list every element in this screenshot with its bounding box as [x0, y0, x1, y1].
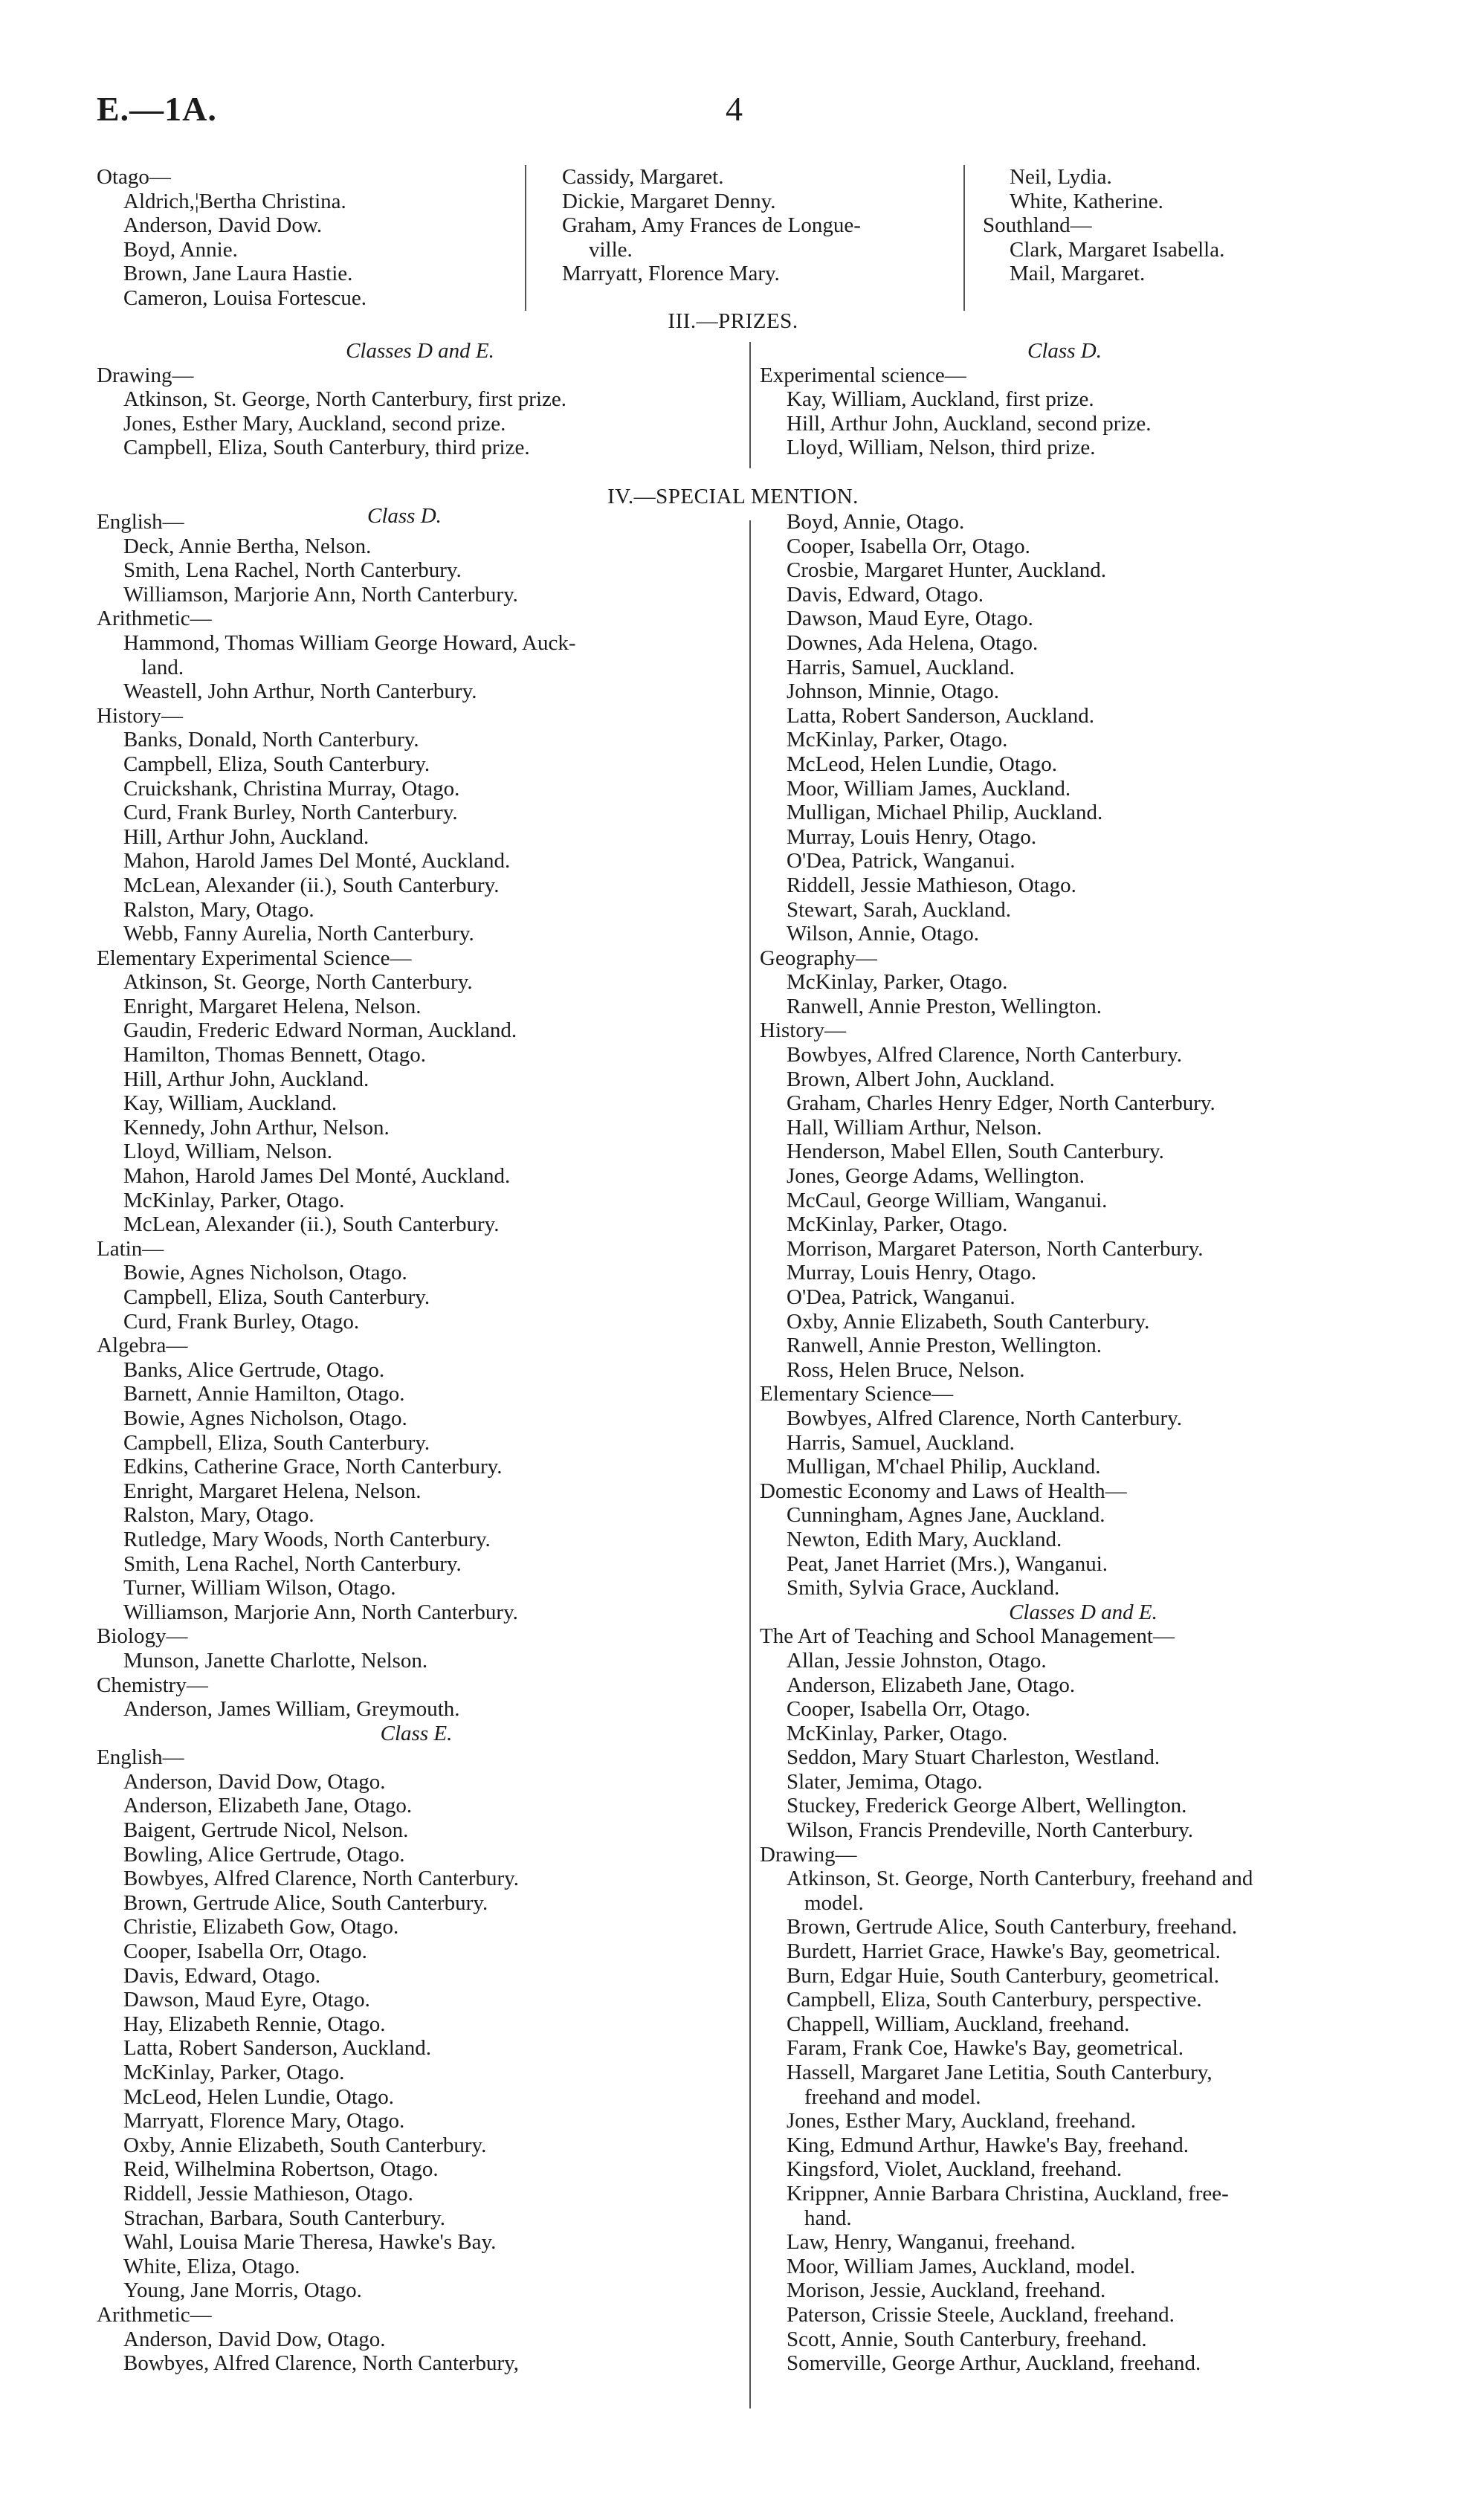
list-item: Ranwell, Annie Preston, Wellington.	[787, 1334, 1102, 1358]
list-item: Hassell, Margaret Jane Letitia, South Canterbury,	[787, 2061, 1212, 2084]
list-item: Enright, Margaret Helena, Nelson.	[123, 1479, 422, 1503]
list-item: Chappell, William, Auckland, freehand.	[787, 2012, 1130, 2036]
list-item: Clark, Margaret Isabella.	[1010, 237, 1225, 262]
list-item: Williamson, Marjorie Ann, North Canterbury.	[123, 1600, 518, 1624]
list-item: Atkinson, St. George, North Canterbury, first prize.	[123, 387, 567, 412]
list-item: Law, Henry, Wanganui, freehand.	[787, 2230, 1076, 2255]
list-item: Campbell, Eliza, South Canterbury.	[123, 752, 430, 776]
subject-heading: Geography—	[760, 946, 877, 970]
list-item: Hall, William Arthur, Nelson.	[787, 1115, 1042, 1140]
list-item: McKinlay, Parker, Otago.	[123, 1188, 345, 1212]
list-item: Peat, Janet Harriet (Mrs.), Wanganui.	[787, 1551, 1108, 1576]
list-item: Mail, Margaret.	[1010, 262, 1146, 286]
list-item: O'Dea, Patrick, Wanganui.	[787, 849, 1015, 873]
list-item: O'Dea, Patrick, Wanganui.	[787, 1285, 1015, 1309]
region-heading: Southland—	[983, 213, 1092, 238]
list-item: Downes, Ada Helena, Otago.	[787, 630, 1039, 655]
list-item: Boyd, Annie.	[123, 237, 238, 262]
list-item: Henderson, Mabel Ellen, South Canterbury.	[787, 1140, 1164, 1164]
list-item: Jones, Esther Mary, Auckland, second prize.	[123, 411, 506, 436]
list-item: Gaudin, Frederic Edward Norman, Auckland.	[123, 1018, 517, 1043]
list-item: Neil, Lydia.	[1010, 165, 1112, 189]
list-item: Wahl, Louisa Marie Theresa, Hawke's Bay.	[123, 2230, 497, 2255]
list-item: Munson, Janette Charlotte, Nelson.	[123, 1648, 428, 1673]
list-item: Ross, Helen Bruce, Nelson.	[787, 1357, 1025, 1382]
list-item: Dawson, Maud Eyre, Otago.	[123, 1988, 370, 2012]
list-item: Smith, Lena Rachel, North Canterbury.	[123, 1551, 462, 1576]
list-item: Hay, Elizabeth Rennie, Otago.	[123, 2012, 386, 2036]
list-item: Slater, Jemima, Otago.	[787, 1769, 983, 1794]
list-item: Latta, Robert Sanderson, Auckland.	[123, 2036, 431, 2061]
list-item: Enright, Margaret Helena, Nelson.	[123, 994, 422, 1018]
subject-heading: Experimental science—	[760, 363, 966, 387]
class-label: Class D.	[1027, 339, 1102, 363]
prizes-left	[97, 339, 743, 460]
list-item: Bowbyes, Alfred Clarence, North Canterbury,	[123, 2351, 520, 2376]
subject-heading: English—	[97, 510, 184, 534]
list-item: Anderson, David Dow.	[123, 213, 323, 238]
page-number: 4	[726, 90, 743, 128]
list-item: Young, Jane Morris, Otago.	[123, 2278, 362, 2303]
list-item: Lloyd, William, Nelson.	[123, 1140, 333, 1164]
list-item: Mulligan, Michael Philip, Auckland.	[787, 801, 1103, 825]
list-item: McKinlay, Parker, Otago.	[787, 1721, 1008, 1745]
list-item: Newton, Edith Mary, Auckland.	[787, 1527, 1062, 1551]
list-item: White, Eliza, Otago.	[123, 2254, 300, 2278]
list-item: Davis, Edward, Otago.	[123, 1963, 320, 1988]
list-item: Kay, William, Auckland.	[123, 1091, 338, 1116]
list-item: Harris, Samuel, Auckland.	[787, 1430, 1015, 1455]
prizes-section-title: III.—PRIZES.	[668, 309, 798, 333]
list-item: Moor, William James, Auckland, model.	[787, 2254, 1136, 2278]
list-item: Oxby, Annie Elizabeth, South Canterbury.	[787, 1309, 1150, 1334]
list-item: McLeod, Helen Lundie, Otago.	[123, 2084, 395, 2109]
column-rule	[749, 342, 751, 468]
list-item: Johnson, Minnie, Otago.	[787, 679, 999, 704]
list-item: Oxby, Annie Elizabeth, South Canterbury.	[123, 2133, 487, 2157]
list-item: McKinlay, Parker, Otago.	[787, 1212, 1008, 1237]
list-item-continuation: land.	[141, 655, 184, 679]
column-rule	[525, 165, 526, 311]
list-item: Burdett, Harriet Grace, Hawke's Bay, geometrical.	[787, 1939, 1221, 1964]
list-item: Brown, Gertrude Alice, South Canterbury.	[123, 1890, 488, 1915]
list-item: Kennedy, John Arthur, Nelson.	[123, 1115, 390, 1140]
list-item: Hammond, Thomas William George Howard, Auck-	[123, 630, 576, 655]
list-item: Weastell, John Arthur, North Canterbury.	[123, 679, 477, 704]
prizes-right	[760, 339, 1369, 460]
list-item: Scott, Annie, South Canterbury, freehand.	[787, 2327, 1147, 2351]
list-item: Webb, Fanny Aurelia, North Canterbury.	[123, 922, 474, 946]
list-item: Cooper, Isabella Orr, Otago.	[123, 1939, 367, 1964]
list-item: Curd, Frank Burley, Otago.	[123, 1309, 360, 1334]
list-item: Graham, Amy Frances de Longue-	[562, 213, 861, 238]
list-item: Latta, Robert Sanderson, Auckland.	[787, 703, 1094, 728]
list-item: Lloyd, William, Nelson, third prize.	[787, 436, 1096, 460]
list-item: Campbell, Eliza, South Canterbury, third prize.	[123, 436, 530, 460]
list-item: Boyd, Annie, Otago.	[787, 510, 965, 534]
subject-heading: Arithmetic—	[97, 607, 212, 631]
list-item: Moor, William James, Auckland.	[787, 776, 1071, 801]
list-item: Wilson, Annie, Otago.	[787, 922, 980, 946]
list-item: Mahon, Harold James Del Monté, Auckland.	[123, 849, 511, 873]
list-item: Barnett, Annie Hamilton, Otago.	[123, 1382, 405, 1406]
subject-row	[97, 504, 736, 534]
list-item: Marryatt, Florence Mary, Otago.	[123, 2109, 405, 2133]
list-item: Brown, Albert John, Auckland.	[787, 1067, 1055, 1091]
list-item: Krippner, Annie Barbara Christina, Auckland, free-	[787, 2181, 1229, 2206]
list-item: Brown, Gertrude Alice, South Canterbury, freehand.	[787, 1915, 1238, 1939]
list-item: Morrison, Margaret Paterson, North Canterbury.	[787, 1236, 1204, 1261]
list-item: Ralston, Mary, Otago.	[123, 1503, 314, 1528]
list-item: Riddell, Jessie Mathieson, Otago.	[123, 2181, 413, 2206]
list-item: Atkinson, St. George, North Canterbury, freehand and	[787, 1867, 1253, 1891]
list-item: Dickie, Margaret Denny.	[562, 189, 776, 213]
list-item: Kingsford, Violet, Auckland, freehand.	[787, 2157, 1123, 2182]
list-item: Stewart, Sarah, Auckland.	[787, 897, 1012, 922]
list-item: McKinlay, Parker, Otago.	[787, 970, 1008, 995]
list-item: Aldrich,¦Bertha Christina.	[123, 189, 346, 213]
list-item: Campbell, Eliza, South Canterbury.	[123, 1430, 430, 1455]
list-item: Faram, Frank Coe, Hawke's Bay, geometrical.	[787, 2036, 1184, 2061]
list-item: Ranwell, Annie Preston, Wellington.	[787, 994, 1102, 1018]
list-item: Bowie, Agnes Nicholson, Otago.	[123, 1261, 407, 1285]
special-mention-left	[97, 504, 736, 2376]
list-item: Jones, Esther Mary, Auckland, freehand.	[787, 2109, 1137, 2133]
list-item: Somerville, George Arthur, Auckland, freehand.	[787, 2351, 1201, 2376]
subject-heading: Arithmetic—	[97, 2302, 212, 2327]
list-item: White, Katherine.	[1010, 189, 1163, 213]
special-mention-right	[760, 510, 1407, 2376]
list-item: Cunningham, Agnes Jane, Auckland.	[787, 1503, 1105, 1528]
column-rule	[963, 165, 965, 311]
subject-heading: Drawing—	[97, 363, 194, 387]
otago-list-col3	[983, 165, 1224, 286]
list-item: Anderson, David Dow, Otago.	[123, 2327, 386, 2351]
list-item-continuation: hand.	[804, 2206, 852, 2230]
list-item: Cassidy, Margaret.	[562, 165, 724, 189]
list-item: Deck, Annie Bertha, Nelson.	[123, 534, 372, 558]
list-item: Baigent, Gertrude Nicol, Nelson.	[123, 1818, 409, 1843]
list-item: Rutledge, Mary Woods, North Canterbury.	[123, 1527, 491, 1551]
subject-heading: English—	[97, 1745, 184, 1770]
list-item: Graham, Charles Henry Edger, North Canterbury.	[787, 1091, 1215, 1116]
list-item: Allan, Jessie Johnston, Otago.	[787, 1648, 1047, 1673]
list-item: Cruickshank, Christina Murray, Otago.	[123, 776, 460, 801]
list-item: Anderson, Elizabeth Jane, Otago.	[123, 1794, 413, 1818]
subject-heading: Elementary Science—	[760, 1382, 954, 1406]
list-item: Reid, Wilhelmina Robertson, Otago.	[123, 2157, 439, 2182]
list-item: Stuckey, Frederick George Albert, Wellington.	[787, 1794, 1187, 1818]
list-item: Cooper, Isabella Orr, Otago.	[787, 534, 1030, 558]
list-item: Riddell, Jessie Mathieson, Otago.	[787, 873, 1076, 897]
list-item: Anderson, David Dow, Otago.	[123, 1769, 386, 1794]
subject-heading: Algebra—	[97, 1334, 188, 1358]
list-item: Hill, Arthur John, Auckland, second prize.	[787, 411, 1152, 436]
list-item: Anderson, James William, Greymouth.	[123, 1697, 460, 1722]
list-item: Paterson, Crissie Steele, Auckland, freehand.	[787, 2302, 1175, 2327]
list-item: Kay, William, Auckland, first prize.	[787, 387, 1094, 412]
class-label: Class E.	[380, 1721, 453, 1745]
list-item: Smith, Lena Rachel, North Canterbury.	[123, 558, 462, 583]
list-item: Campbell, Eliza, South Canterbury.	[123, 1285, 430, 1309]
subject-heading: The Art of Teaching and School Management—	[760, 1624, 1175, 1649]
list-item: Mahon, Harold James Del Monté, Auckland.	[123, 1164, 511, 1189]
list-item: King, Edmund Arthur, Hawke's Bay, freehand.	[787, 2133, 1189, 2157]
special-mention-title: IV.—SPECIAL MENTION.	[607, 485, 859, 508]
class-label: Classes D and E.	[346, 339, 494, 363]
list-item: Cooper, Isabella Orr, Otago.	[787, 1697, 1030, 1722]
list-item: Edkins, Catherine Grace, North Canterbury.	[123, 1455, 503, 1479]
list-item: Morison, Jessie, Auckland, freehand.	[787, 2278, 1106, 2303]
list-item: Anderson, Elizabeth Jane, Otago.	[787, 1673, 1076, 1697]
class-label: Classes D and E.	[1009, 1600, 1157, 1624]
list-item: Banks, Alice Gertrude, Otago.	[123, 1357, 385, 1382]
list-item: Williamson, Marjorie Ann, North Canterbury.	[123, 582, 518, 607]
list-item: Murray, Louis Henry, Otago.	[787, 824, 1037, 849]
list-item: Atkinson, St. George, North Canterbury.	[123, 970, 473, 995]
list-item: McKinlay, Parker, Otago.	[787, 728, 1008, 752]
list-item: Bowling, Alice Gertrude, Otago.	[123, 1842, 405, 1867]
list-item: Bowbyes, Alfred Clarence, North Canterbury.	[123, 1867, 520, 1891]
list-item: Davis, Edward, Otago.	[787, 582, 984, 607]
subject-heading: Domestic Economy and Laws of Health—	[760, 1479, 1127, 1503]
class-label: Class D.	[367, 504, 442, 528]
page-reference: E.—1A.	[97, 90, 217, 128]
list-item: McLean, Alexander (ii.), South Canterbury.	[123, 1212, 500, 1237]
list-item: Banks, Donald, North Canterbury.	[123, 728, 419, 752]
list-item: Turner, William Wilson, Otago.	[123, 1576, 396, 1600]
subject-heading: Chemistry—	[97, 1673, 208, 1697]
list-item: Crosbie, Margaret Hunter, Auckland.	[787, 558, 1106, 583]
subject-heading: Elementary Experimental Science—	[97, 946, 412, 970]
list-item: Christie, Elizabeth Gow, Otago.	[123, 1915, 399, 1939]
list-item: Murray, Louis Henry, Otago.	[787, 1261, 1037, 1285]
otago-list-col2	[562, 165, 861, 286]
list-item: ville.	[589, 237, 633, 262]
list-item-continuation: freehand and model.	[804, 2084, 981, 2109]
list-item: Brown, Jane Laura Hastie.	[123, 262, 353, 286]
list-item: Hill, Arthur John, Auckland.	[123, 1067, 369, 1091]
list-item: Dawson, Maud Eyre, Otago.	[787, 607, 1033, 631]
subject-heading: History—	[760, 1018, 846, 1043]
subject-heading: Drawing—	[760, 1842, 857, 1867]
list-item-continuation: model.	[804, 1890, 864, 1915]
region-heading: Otago—	[97, 165, 171, 189]
list-item: Marryatt, Florence Mary.	[562, 262, 780, 286]
list-item: McLeod, Helen Lundie, Otago.	[787, 752, 1058, 776]
list-item: Harris, Samuel, Auckland.	[787, 655, 1015, 679]
list-item: McLean, Alexander (ii.), South Canterbury.	[123, 873, 500, 897]
list-item: Bowbyes, Alfred Clarence, North Canterbury.	[787, 1043, 1183, 1067]
list-item: Curd, Frank Burley, North Canterbury.	[123, 801, 458, 825]
list-item: Campbell, Eliza, South Canterbury, perspective.	[787, 1988, 1202, 2012]
list-item: Bowbyes, Alfred Clarence, North Canterbury.	[787, 1406, 1183, 1430]
subject-heading: Latin—	[97, 1236, 164, 1261]
list-item: McCaul, George William, Wanganui.	[787, 1188, 1108, 1212]
list-item: McKinlay, Parker, Otago.	[123, 2061, 345, 2084]
list-item: Wilson, Francis Prendeville, North Canterbury.	[787, 1818, 1194, 1843]
list-item: Jones, George Adams, Wellington.	[787, 1164, 1085, 1189]
list-item: Burn, Edgar Huie, South Canterbury, geometrical.	[787, 1963, 1219, 1988]
list-item: Mulligan, M'chael Philip, Auckland.	[787, 1455, 1101, 1479]
column-rule	[749, 520, 751, 2408]
subject-heading: History—	[97, 703, 183, 728]
list-item: Hill, Arthur John, Auckland.	[123, 824, 369, 849]
list-item: Seddon, Mary Stuart Charleston, Westland.	[787, 1745, 1160, 1770]
list-item: Smith, Sylvia Grace, Auckland.	[787, 1576, 1060, 1600]
list-item: Cameron, Louisa Fortescue.	[123, 285, 366, 310]
list-item: Strachan, Barbara, South Canterbury.	[123, 2206, 445, 2230]
otago-list-col1	[97, 165, 366, 311]
list-item: Ralston, Mary, Otago.	[123, 897, 314, 922]
list-item: Bowie, Agnes Nicholson, Otago.	[123, 1406, 407, 1430]
list-item: Hamilton, Thomas Bennett, Otago.	[123, 1043, 427, 1067]
subject-heading: Biology—	[97, 1624, 188, 1649]
